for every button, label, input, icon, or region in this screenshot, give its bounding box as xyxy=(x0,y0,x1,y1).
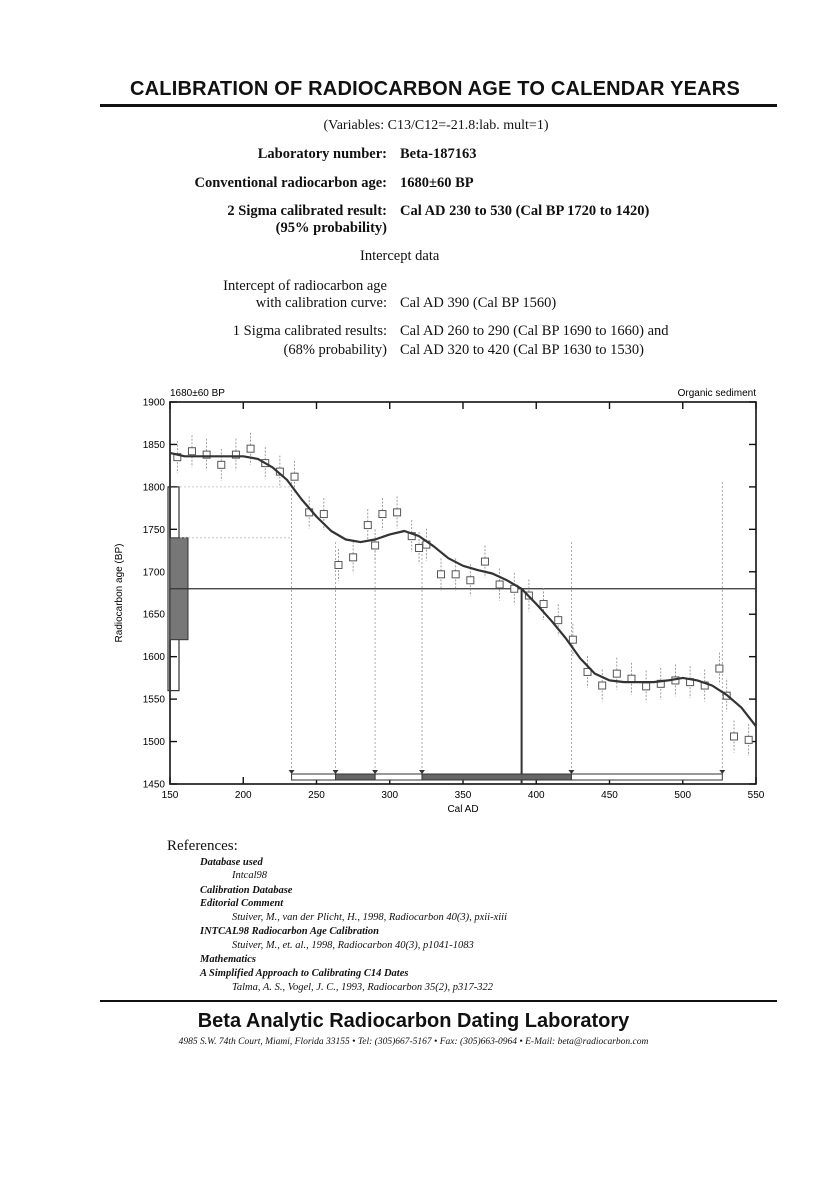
data-point xyxy=(481,558,488,565)
data-point xyxy=(540,601,547,608)
title-rule xyxy=(100,104,777,107)
calibration-chart xyxy=(100,380,780,830)
lab-number-value: Beta-187163 xyxy=(400,146,477,162)
range-edge-arrow xyxy=(289,770,295,774)
intercept-label-line1: Intercept of radiocarbon age xyxy=(223,278,387,294)
data-point xyxy=(188,448,195,455)
ref-editorial-value: Stuiver, M., van der Plicht, H., 1998, Radiocarbon 40(3), pxii-xiii xyxy=(232,912,507,923)
ref-db-used-value: Intcal98 xyxy=(232,870,267,881)
y-tick-label: 1750 xyxy=(142,524,165,536)
data-point xyxy=(467,577,474,584)
lab-name: Beta Analytic Radiocarbon Dating Laboratory xyxy=(197,1010,630,1032)
x-tick-label: 400 xyxy=(527,790,545,801)
conv-age-label: Conventional radiocarbon age: xyxy=(194,175,387,191)
data-point xyxy=(350,554,357,561)
calibration-curve xyxy=(170,453,756,726)
ref-intcal-heading: INTCAL98 Radiocarbon Age Calibration xyxy=(200,926,380,937)
sigma1-range-bar xyxy=(336,774,376,780)
y-tick-label: 1650 xyxy=(142,609,165,621)
y-tick-label: 1800 xyxy=(142,482,165,494)
references-heading: References: xyxy=(167,838,238,854)
ref-intcal-value: Stuiver, M., et. al., 1998, Radiocarbon 40(3), p1041-1083 xyxy=(232,940,474,951)
range-edge-arrow xyxy=(419,770,425,774)
x-tick-label: 500 xyxy=(674,790,692,801)
data-point xyxy=(364,522,371,529)
data-point xyxy=(643,683,650,690)
y-tick-label: 1850 xyxy=(142,439,165,451)
data-point xyxy=(379,511,386,518)
y-tick-label: 1900 xyxy=(142,397,165,409)
sigma2-value: Cal AD 230 to 530 (Cal BP 1720 to 1420) xyxy=(400,203,650,219)
lab-number-label: Laboratory number: xyxy=(257,146,387,162)
ref-math-heading: Mathematics xyxy=(200,954,257,965)
ref-simplified-value: Talma, A. S., Vogel, J. C., 1993, Radiocarbon 35(2), p317-322 xyxy=(232,982,494,993)
data-point xyxy=(716,665,723,672)
x-tick-label: 550 xyxy=(747,790,765,801)
data-point xyxy=(438,571,445,578)
intercept-value: Cal AD 390 (Cal BP 1560) xyxy=(400,295,557,311)
x-tick-label: 300 xyxy=(381,790,399,801)
variables-line: (Variables: C13/C12=-21.8:lab. mult=1) xyxy=(323,118,549,133)
ref-calib-db-heading: Calibration Database xyxy=(200,885,293,896)
intercept-heading: Intercept data xyxy=(360,248,440,264)
sigma1-label: 1 Sigma calibrated results: xyxy=(232,323,387,339)
data-point xyxy=(569,636,576,643)
data-point xyxy=(555,617,562,624)
sigma1-value-1: Cal AD 260 to 290 (Cal BP 1690 to 1660) and xyxy=(400,323,669,339)
data-point xyxy=(291,473,298,480)
y-tick-label: 1500 xyxy=(142,737,165,749)
data-point xyxy=(452,571,459,578)
conv-age-value: 1680±60 BP xyxy=(400,175,474,191)
data-point xyxy=(416,545,423,552)
sigma2-label: 2 Sigma calibrated result: xyxy=(227,203,387,219)
chart-title: 1680±60 BP xyxy=(170,388,225,399)
data-point xyxy=(496,581,503,588)
x-tick-label: 250 xyxy=(308,790,325,801)
ref-db-used-heading: Database used xyxy=(200,857,263,868)
data-point xyxy=(394,509,401,516)
data-point xyxy=(599,682,606,689)
data-point xyxy=(613,670,620,677)
data-point xyxy=(247,445,254,452)
x-tick-label: 450 xyxy=(601,790,618,801)
y-tick-label: 1600 xyxy=(142,652,165,664)
page-title: CALIBRATION OF RADIOCARBON AGE TO CALENDAR YEARS xyxy=(130,78,740,100)
sigma1-value-2: Cal AD 320 to 420 (Cal BP 1630 to 1530) xyxy=(400,342,644,358)
sigma2-probability-label: (95% probability) xyxy=(275,220,387,236)
range-edge-arrow xyxy=(372,770,378,774)
sigma1-probability-label: (68% probability) xyxy=(283,342,387,358)
data-point xyxy=(731,733,738,740)
intercept-label-line2: with calibration curve: xyxy=(255,295,387,311)
data-point xyxy=(745,736,752,743)
ref-editorial-heading: Editorial Comment xyxy=(200,898,284,909)
x-tick-label: 200 xyxy=(234,790,252,801)
y-tick-label: 1450 xyxy=(142,779,165,791)
lab-address: 4985 S.W. 74th Court, Miami, Florida 33155 • Tel: (305)667-5167 • Fax: (305)663-0964 • E-Mail: beta@radiocarbon.com xyxy=(178,1037,649,1047)
y-tick-label: 1550 xyxy=(142,694,165,706)
range-edge-arrow xyxy=(719,770,725,774)
y-tick-label: 1700 xyxy=(142,567,165,579)
data-point xyxy=(218,461,225,468)
range-edge-arrow xyxy=(333,770,339,774)
x-tick-label: 150 xyxy=(161,790,179,801)
footer-rule xyxy=(100,1000,777,1002)
ref-simplified-heading: A Simplified Approach to Calibrating C14 Dates xyxy=(200,968,409,979)
data-point xyxy=(335,561,342,568)
data-point xyxy=(372,542,379,549)
chart-subtitle: Organic sediment xyxy=(677,388,756,399)
x-tick-label: 350 xyxy=(454,790,472,801)
sigma1-range-bar xyxy=(422,774,571,780)
y-axis-label: Radiocarbon age (BP) xyxy=(114,543,125,643)
data-point xyxy=(320,511,327,518)
x-axis-label: Cal AD xyxy=(447,804,479,815)
range-edge-arrow xyxy=(568,770,574,774)
